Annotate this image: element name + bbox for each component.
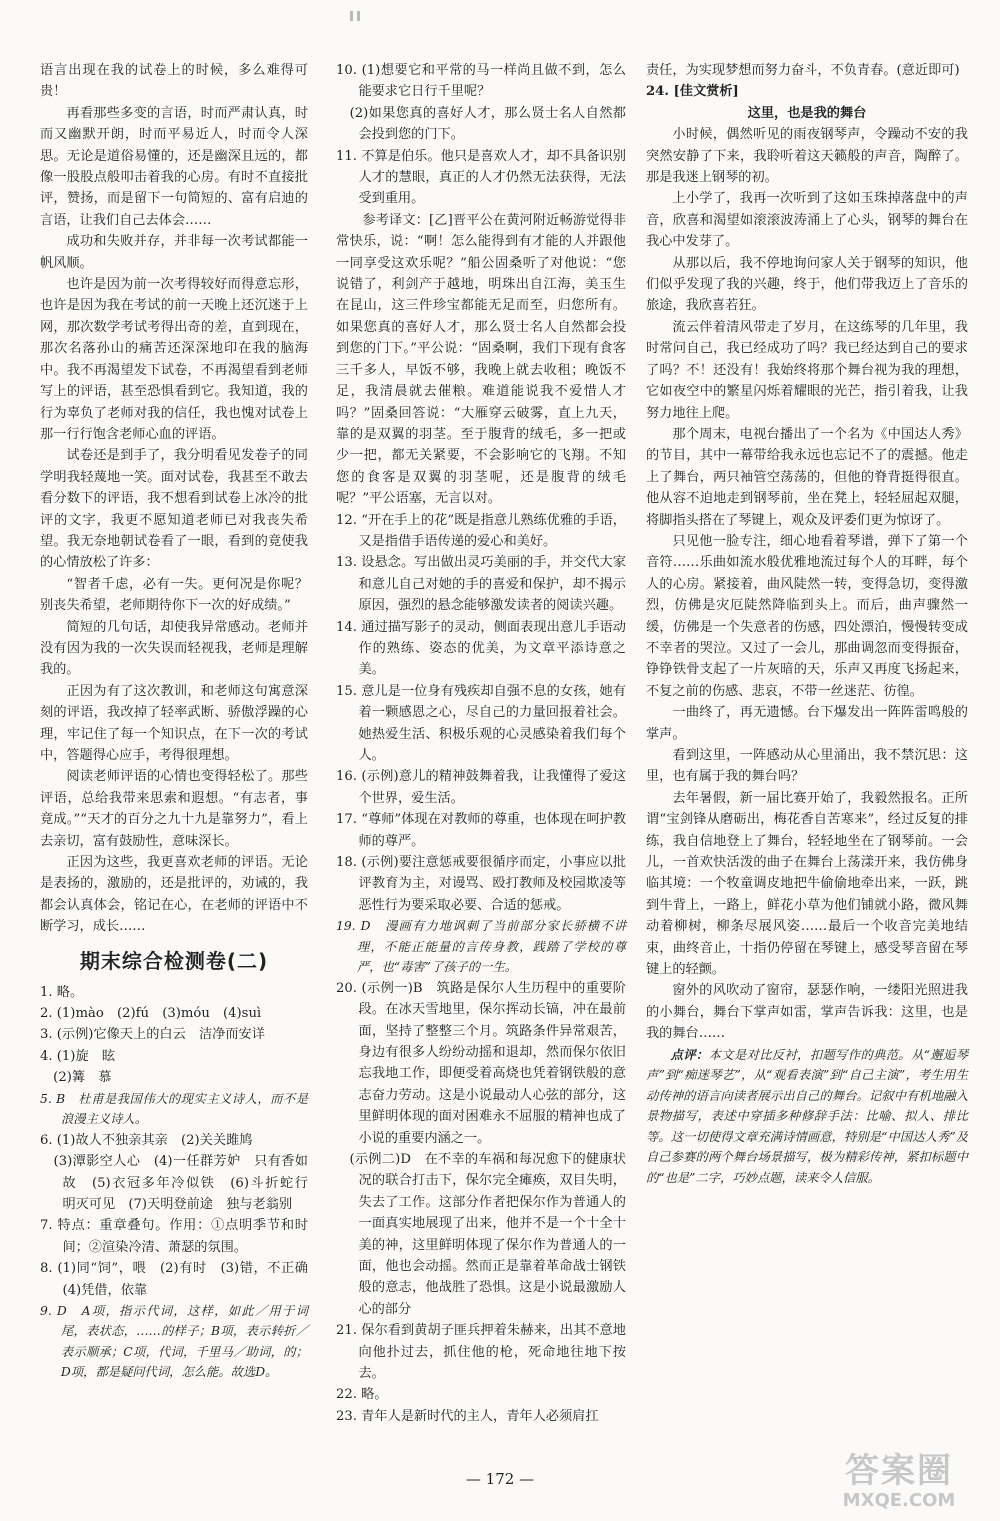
paragraph: 流云伴着清风带走了岁月，在这练琴的几年里，我时常问自己，我已经成功了吗？我已经达到自己的要求了吗？不！还没有！我始终将那个舞台视为我的理想，它如夜空中的繁星闪烁着耀眼的光芒，指引着我，让我努力地往上爬。 <box>646 319 968 421</box>
paragraph: 从那以后，我不停地询问家人关于钢琴的知识，他们似乎发现了我的兴趣，终于，他们带我迈上了音乐的旅途，我欣喜若狂。 <box>646 255 968 314</box>
column-2 <box>336 60 626 1427</box>
paragraph: 简短的几句话，却使我异常感动。老师并没有因为我的一次失误而轻视我，老师是理解我的。 <box>40 619 308 678</box>
answer-item: 5. B 杜甫是我国伟大的现实主义诗人，而不是浪漫主义诗人。 <box>40 1091 308 1127</box>
reference-translation: 参考译文：[乙]晋平公在黄河附近畅游觉得非常快乐，说：“啊！怎么能得到有才能的人并跟他一同享受这欢乐呢？”船公固桑听了对他说：“您说错了，利剑产于越地，明珠出自江海，美玉生在昆山，这三件珍宝都能无足而至，归您所有。如果您真的喜好人才，那么贤士名人自然都会投到您的门下。”平公说：“固桑啊，我们下现有食客三千多人，早饭不够，我晚上就去收租；晚饭不足，我清晨就去催粮。难道能说我不爱惜人才吗？”固桑回答说：“大雁穿云破雾，直上九天，靠的是双翼的羽茎。至于腹背的绒毛，多一把或少一把，都无关紧要，不会影响它的飞翔。不知您的食客是双翼的羽茎呢，还是腹背的绒毛呢？”平公语塞，无言以对。 <box>336 212 626 507</box>
paragraph: “智者千虑，必有一失。更何况是你呢？别丧失希望，老师期待你下一次的好成绩。” <box>40 576 308 614</box>
answer-item: 23. 青年人是新时代的主人，青年人必须肩扛 <box>336 1408 599 1424</box>
answer-item: 16. (示例)意儿的精神鼓舞着我，让我懂得了爱这个世界，爱生活。 <box>336 769 626 806</box>
answer-item: 13. 设悬念。写出做出灵巧美丽的手，并交代大家和意儿自己对她的手的喜爱和保护，却不揭示原因，强烈的悬念能够激发读者的阅读兴趣。 <box>336 555 626 614</box>
comment <box>646 1045 968 1189</box>
paragraph: 语言出现在我的试卷上的时候，多么难得可贵！ <box>40 63 308 100</box>
answer-item: 17. “尊师”体现在对教师的尊重，也体现在呵护教师的尊严。 <box>336 812 626 849</box>
answer-item: (示例二)D 在不幸的车祸和每况愈下的健康状况的联合打击下，保尔完全瘫痪，双目失明，失去了工作。这部分作者把保尔作为普通人的一面真实地展现了出来，他并不是一个十全十美的神，这里鲜明体现了保尔作为普通人的一面，他也会动摇。然而正是靠着革命战士钢铁般的意志，他战胜了恐惧。这是小说最激励人心的部分 <box>336 1152 626 1317</box>
paragraph: 去年暑假，新一届比赛开始了，我毅然报名。正所谓“宝剑锋从磨砺出，梅花香自苦寒来”，经过反复的排练，我自信地登上了舞台，轻轻地坐在了钢琴前。一会儿，一首欢快活泼的曲子在舞台上荡漾开来，我仿佛身临其境：一个牧童调皮地把牛偷偷地牵出来，一跃，跳到牛背上，一路上，鲜花小草为他们铺就小路，微风舞动着柳树，柳条尽展风姿……最后一个收音完美地结束，曲终音止，十指仍停留在琴键上，感受琴音留在琴键上的轻颤。 <box>646 790 968 978</box>
watermark-url: MXQE.COM <box>842 1490 956 1511</box>
answer-item: 11. 不算是伯乐。他只是喜欢人才，却不具备识别人才的慧眼，真正的人才仍然无法获得，无法受到重用。 <box>336 148 626 207</box>
comment-text: 本文是对比反衬，扣题写作的典范。从“邂逅琴声”到“痴迷琴艺”，从“观看表演”到“自己主演”，考生用生动传神的语言向读者展示出自己的舞台。记叙中有机地融入景物描写，表述中穿插多种修辞手法：比喻、拟人、排比等。这一切使得文章充满诗情画意，特别是“中国达人秀”及自己参赛的两个舞台场景描写，极为精彩传神，紧扣标题中的“也是”二字，巧妙点题，读来令人信服。 <box>646 1047 968 1185</box>
paragraph: 正因为这些，我更喜欢老师的评语。无论是表扬的，激励的，还是批评的，劝诫的，我都会认真体会，铭记在心，在老师的评语中不断学习，成长…… <box>40 855 308 935</box>
column-3 <box>646 60 968 1188</box>
paragraph: 一曲终了，再无遗憾。台下爆发出一阵阵雷鸣般的掌声。 <box>646 705 968 742</box>
watermark-logo <box>814 1452 984 1516</box>
answer-item: 12. “开在手上的花”既是指意儿熟练优雅的手语，又是指借手语传递的爱心和美好。 <box>336 512 626 549</box>
answer-item: 9. D A项，指示代词，这样，如此／用于词尾，表状态，……的样子；B项，表示转折／表示顺承；C项，代词，千里马／助词，的；D项，都是疑问代词，怎么能。故选D。 <box>40 1303 308 1380</box>
answer-item: 10. (1)想要它和平常的马一样尚且做不到，怎么能要求它日行千里呢？ <box>336 63 626 100</box>
answer-item: 20. (示例一)B 筑路是保尔人生历程中的重要阶段。在冰天雪地里，保尔挥动长镐，冲在最前面，坚持了整整三个月。筑路条件异常艰苦，身边有很多人纷纷动摇和退却，然而保尔依旧忘我地工作，即便受着高烧也凭着钢铁般的意志奋力劳动。这是小说最动人心弦的部分，这里鲜明体现的面对困难永不屈服的精神也成了小说的重要内涵之一。 <box>336 980 626 1146</box>
answer-item: 7. 特点：重章叠句。作用：①点明季节和时间；②渲染冷清、萧瑟的氛围。 <box>40 1218 308 1255</box>
answer-item: 21. 保尔看到黄胡子匪兵押着朱赫来，出其不意地向他扑过去，抓住他的枪，死命地往地下按去。 <box>336 1323 626 1382</box>
paragraph: 只见他一脸专注，细心地看着琴谱，弹下了第一个音符……乐曲如流水般优雅地流过每个人的耳畔，每个人的心房。紧接着，曲风陡然一转，变得急切，变得激烈，仿佛是灾厄陡然降临到头上。而后，曲声骤然一缓，仿佛是一个失意者的伤感，四处漂泊，慢慢转变成不幸者的哭泣。又过了一会儿，那曲调忽而变得振奋，铮铮铁骨支起了一片灰暗的天，乐声又再度飞扬起来，不复之前的伤感、悲哀，不带一丝迷茫、彷徨。 <box>646 533 968 699</box>
answer-item: 3. (示例)它像天上的白云 洁净而安详 <box>40 1027 265 1043</box>
section-title: 期末综合检测卷(二) <box>79 948 269 973</box>
answer-item: 2. (1)mào (2)fú (3)móu (4)suì <box>40 1006 262 1022</box>
answer-item: (2)篝 慕 <box>40 1070 112 1086</box>
answer-item: 19. D 漫画有力地讽刺了当前部分家长骄横不讲理，不能正能量的言传身教，践踏了学校的尊严，也“毒害”了孩子的一生。 <box>336 919 626 975</box>
paragraph: 正因为有了这次教训，和老师这句寓意深刻的评语，我改掉了轻率武断、骄傲浮躁的心理，牢记住了每一个知识点，在下一次的考试中，答题得心应手，考得很理想。 <box>40 683 308 763</box>
column-1 <box>40 60 322 1383</box>
paragraph: 看到这里，一阵感动从心里涌出，我不禁沉思：这里，也有属于我的舞台吗？ <box>646 748 968 785</box>
essay-title: 这里，也是我的舞台 <box>747 105 867 121</box>
comment-label: 点评： <box>670 1046 709 1062</box>
answer-item: (3)潭影空人心 (4)一任群芳妒 只有香如故 (5)衣冠多年冷似铁 (6)斗折蛇行 明灭可见 (7)天明登前途 独与老翁别 <box>40 1154 322 1212</box>
answer-item: 1. 略。 <box>40 984 84 1000</box>
answer-item: 8. (1)同“饲”，喂 (2)有时 (3)错，不正确 (4)凭借，依靠 <box>40 1261 322 1298</box>
paragraph: 小时候，偶然听见的雨夜钢琴声，令躁动不安的我突然安静了下来，我聆听着这天籁般的声音，陶醉了。那是我迷上钢琴的初。 <box>646 127 968 186</box>
page-number: — 172 — <box>465 1470 535 1488</box>
answer-item: (2)如果您真的喜好人才，那么贤士名人自然都会投到您的门下。 <box>336 105 626 143</box>
paragraph: 责任，为实现梦想而努力奋斗，不负青春。(意近即可) <box>646 63 960 78</box>
paragraph: 阅读老师评语的心情也变得轻松了。那些评语，总给我带来思索和遐想。“有志者，事竟成。”“天才的百分之九十九是靠努力”，看上去亲切，富有鼓励性，意味深长。 <box>40 769 308 849</box>
answer-item: 15. 意儿是一位身有残疾却自强不息的女孩，她有着一颗感恩之心，尽自己的力量回报着社会。她热爱生活、积极乐观的心灵感染着我们每个人。 <box>336 683 626 763</box>
paragraph: 窗外的风吹动了窗帘，瑟瑟作响，一缕阳光照进我的小舞台，舞台下掌声如雷，掌声告诉我：这里，也是我的舞台…… <box>646 983 968 1042</box>
paragraph: 再看那些多变的言语，时而严肃认真，时而又幽默开朗，时而平易近人，时而令人深思。无论是道俗易懂的，还是幽深且远的，都像一股股点般叩击着我的心房。有时不直接批评，赞扬，而是留下一句简短的、富有启迪的言语，让我们自己去体会…… <box>40 105 308 228</box>
answer-item: 18. (示例)要注意惩戒要很循序而定，小事应以批评教育为主，对谩骂、殴打教师及校园欺凌等恶性行为要采取必要、合适的惩戒。 <box>336 855 626 913</box>
paragraph: 那个周末，电视台播出了一个名为《中国达人秀》的节目，其中一幕带给我永远也忘记不了的震撼。他走上了舞台，两只袖管空荡荡的，但他的脊背挺得很直。他从容不迫地走到钢琴前，坐在凳上，轻轻屈起双腿，将脚指头搭在了琴键上，观众及评委们更为惊讶了。 <box>646 426 968 528</box>
watermark-text: 答案圈 <box>845 1451 953 1491</box>
answer-item: 22. 略。 <box>336 1387 388 1403</box>
paragraph: 也许是因为前一次考得较好而得意忘形，也许是因为我在考试的前一天晚上还沉迷于上网，那次数学考试考得出奇的差，直到现在，那次名落孙山的痛苦还深深地印在我的脑海中。我不再渴望发下试卷，不再渴望看到老师写上的评语，甚至恐惧看到它。我知道，我的行为辜负了老师对我的信任，我也愧对试卷上那一行行饱含老师心血的评语。 <box>40 277 308 442</box>
answer-item: 14. 通过描写影子的灵动，侧面表现出意儿手语动作的熟练、姿态的优美，为文章平添诗意之美。 <box>336 619 626 678</box>
paragraph: 上小学了，我再一次听到了这如玉珠掉落盘中的声音，欣喜和渴望如滚滚波涛涌上了心头，钢琴的舞台在我心中发芽了。 <box>646 191 968 250</box>
question-24-label: 24. [佳文赏析] <box>646 84 739 100</box>
paragraph: 成功和失败并存，并非每一次考试都能一帆风顺。 <box>40 234 308 271</box>
answer-item: 6. (1)故人不独亲其亲 (2)关关雎鸠 <box>40 1132 253 1148</box>
paragraph: 试卷还是到手了，我分明看见发卷子的同学明我轻蔑地一笑。面对试卷，我甚至不敢去看分数下的评语，我不想看到试卷上冰冷的批评的文字，我更不愿知道老师已对我丧失希望。我无奈地朝试卷看了一眼，看到的竟使我的心情放松了许多： <box>40 448 308 571</box>
scan-mark <box>350 6 374 16</box>
answer-item: 4. (1)旋 眩 <box>40 1048 116 1064</box>
